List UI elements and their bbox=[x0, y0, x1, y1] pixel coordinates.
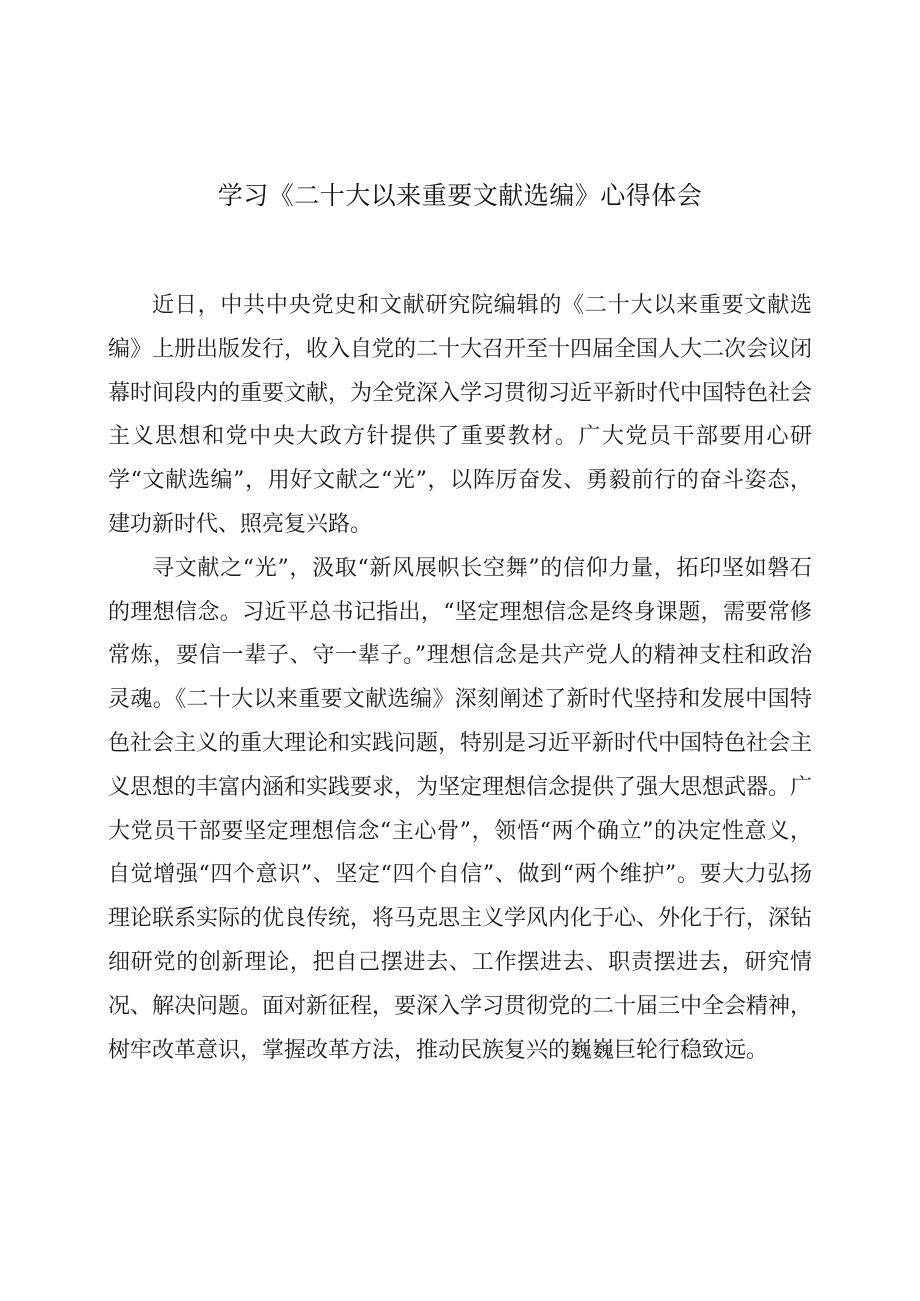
document-body bbox=[108, 284, 812, 1072]
body-paragraph: 寻文献之“光”，汲取“新风展帜长空舞”的信仰力量，拓印坚如磐石的理想信念。习近平总书记指出，“坚定理想信念是终身课题，需要常修常炼，要信一辈子、守一辈子。”理想信念是共产党人的精神支柱和政治灵魂。《二十大以来重要文献选编》深刻阐述了新时代坚持和发展中国特色社会主义的重大理论和实践问题，特别是习近平新时代中国特色社会主义思想的丰富内涵和实践要求，为坚定理想信念提供了强大思想武器。广大党员干部要坚定理想信念“主心骨”，领悟“两个确立”的决定性意义，自觉增强“四个意识”、坚定“四个自信”、做到“两个维护”。要大力弘扬理论联系实际的优良传统，将马克思主义学风内化于心、外化于行，深钻细研党的创新理论，把自己摆进去、工作摆进去、职责摆进去，研究情况、解决问题。面对新征程，要深入学习贯彻党的二十届三中全会精神，树牢改革意识，掌握改革方法，推动民族复兴的巍巍巨轮行稳致远。 bbox=[108, 555, 813, 1063]
body-paragraph: 近日，中共中央党史和文献研究院编辑的《二十大以来重要文献选编》上册出版发行，收入自党的二十大召开至十四届全国人大二次会议闭幕时间段内的重要文献，为全党深入学习贯彻习近平新时代中国特色社会主义思想和党中央大政方针提供了重要教材。广大党员干部要用心研学“文献选编”，用好文献之“光”，以阵厉奋发、勇毅前行的奋斗姿态，建功新时代、照亮复兴路。 bbox=[108, 293, 813, 537]
document-title: 学习《二十大以来重要文献选编》心得体会 bbox=[217, 181, 703, 210]
